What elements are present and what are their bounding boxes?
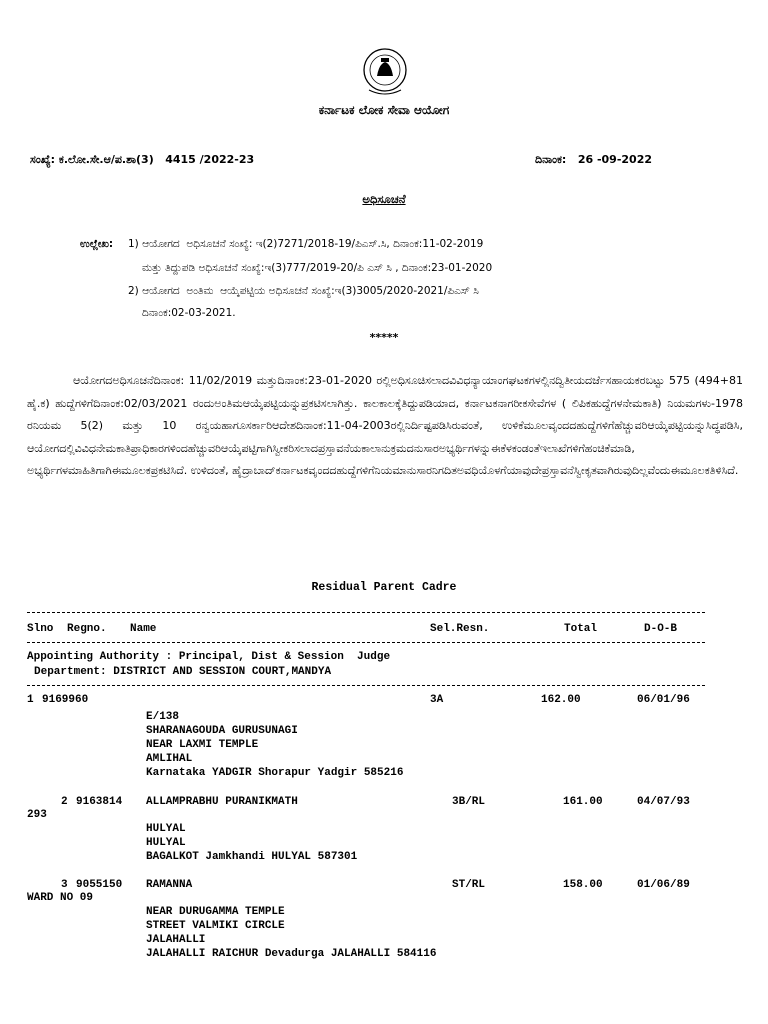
listing-title: Residual Parent Cadre xyxy=(311,581,457,594)
candidate-address-line: E/138 xyxy=(146,711,180,723)
notification-date: ದಿನಾಂಕ: 26 -09-2022 xyxy=(535,153,653,166)
divider xyxy=(27,642,705,643)
reference-number: ಸಂಖ್ಯೆ: ಕ.ಲೋ.ಸೇ.ಆ/ಪ.ಶಾ(3) 4415 /2022-23 xyxy=(30,153,255,166)
candidate-regno: 9169960 xyxy=(42,694,89,706)
candidate-address-line: JALAHALLI xyxy=(146,934,206,946)
column-header-sel-resn: Sel.Resn. xyxy=(430,623,490,635)
appointing-authority: Appointing Authority : Principal, Dist & Session Judge xyxy=(27,651,391,663)
department: Department: DISTRICT AND SESSION COURT,MANDYA xyxy=(34,666,332,678)
candidate-total: 158.00 xyxy=(563,879,603,891)
candidate-address-overflow: 293 xyxy=(27,809,47,821)
candidate-address-line: NEAR DURUGAMMA TEMPLE xyxy=(146,906,285,918)
candidate-total: 161.00 xyxy=(563,796,603,808)
candidate-address-line: JALAHALLI RAICHUR Devadurga JALAHALLI 584116 xyxy=(146,948,437,960)
candidate-address-line: BAGALKOT Jamkhandi HULYAL 587301 xyxy=(146,851,358,863)
candidate-address-line: HULYAL xyxy=(146,837,186,849)
candidate-dob: 04/07/93 xyxy=(637,796,690,808)
reference-line-3: 2) ಆಯೋಗದ ಅಂತಿಮ ಆಯ್ಕೆಪಟ್ಟಿಯ ಅಧಿಸೂಚನೆ ಸಂಖ್ಯೆ:ಇ(3)3005/2020-2021/ಪಿಎಸ್ ಸಿ xyxy=(128,285,479,297)
candidate-address-line: HULYAL xyxy=(146,823,186,835)
reference-line-2: ಮತ್ತು ತಿದ್ದುಪಡಿ ಅಧಿಸೂಚನೆ ಸಂಖ್ಯೆ:ಇ(3)777/2019-20/ಪಿ ಎಸ್ ಸಿ , ದಿನಾಂಕ:23-01-2020 xyxy=(142,262,493,274)
reference-line-1: 1) ಆಯೋಗದ ಅಧಿಸೂಚನೆ ಸಂಖ್ಯೆ: ಇ(2)7271/2018-19/ಪಿಎಸ್.ಸಿ, ದಿನಾಂಕ:11-02-2019 xyxy=(128,238,484,250)
column-header-total: Total xyxy=(564,623,598,635)
notification-heading: ಅಧಿಸೂಚನೆ xyxy=(362,192,406,206)
column-header-name: Name xyxy=(130,623,157,635)
column-header-dob: D-O-B xyxy=(644,623,678,635)
candidate-address-line: Karnataka YADGIR Shorapur Yadgir 585216 xyxy=(146,767,404,779)
reference-line-4: ದಿನಾಂಕ:02-03-2021. xyxy=(142,307,236,319)
candidate-address-line: STREET VALMIKI CIRCLE xyxy=(146,920,285,932)
candidate-name: ALLAMPRABHU PURANIKMATH xyxy=(146,796,298,808)
candidate-dob: 01/06/89 xyxy=(637,879,690,891)
candidate-dob: 06/01/96 xyxy=(637,694,690,706)
column-header-regno: Regno. xyxy=(67,623,107,635)
candidate-slno: 2 xyxy=(61,796,68,808)
notification-body: ಆಯೋಗದಅಧಿಸೂಚನೆದಿನಾಂಕ: 11/02/2019 ಮತ್ತುದಿನಾಂಕ:23-01-2020 ರಲ್ಲಿಅಧಿಸೂಚಿಸಲಾದವಿವಿಧನ್ಯಾಯಾಂಗಘಟಕಗಳಲ್ಲಿನದ್ವಿತೀಯದರ್ಜೆಸಹಾಯಕರಬಟ್ಟು 575 (494+81 ಹೈ.ಕ) ಹುದ್ದೆಗಳಿಗೆದಿನಾಂಕ:02/03/2021 ರಂದುಅಂತಿಮಆಯ್ಕೆಪಟ್ಟಿಯನ್ನುಪ್ರಕಟಿಸಲಾಗಿತ್ತು. ಕಾಲಕಾಲಕ್ಕೆತಿದ್ದುಪಡಿಯಾದ, ಕರ್ನಾಟಕನಾಗರೀಕಸೇವೆಗಳ ( ಲಿಪಿಕಹುದ್ದೆಗಳನೇಮಕಾತಿ) ನಿಯಮಗಳು-1978 ರನಿಯಮ 5(2) ಮತ್ತು 10 ರನ್ವಯಹಾಗೂಸರ್ಕಾರಿಆದೇಶದಿನಾಂಕ:11-04-2003ರಲ್ಲಿನಿರ್ದಿಷ್ಟಪಡಿಸಿರುವಂತೆ, ಉಳಿಕೆಮೂಲವೃಂದದಹುದ್ದೆಗಳಿಗೆಹೆಚ್ಚುವರಿಆಯ್ಕೆಪಟ್ಟಿಯನ್ನುಸಿದ್ಧಪಡಿಸಿ, ಆಯೋಗದಲ್ಲಿವಿವಿಧನೇಮಕಾತಿಪ್ರಾಧಿಕಾರಗಳಿಂದಹೆಚ್ಚುವರಿಆಯ್ಕೆಪಟ್ಟಿಗಾಗಿಸ್ವೀಕರಿಸಲಾದಪ್ರಸ್ತಾವನೆಯಕಾಲಾನುಕ್ರಮದನುಸಾರಅಭ್ಯರ್ಥಿಗಳನ್ನುಈಕೆಳಕಂಡಂತೆಇಲಾಖೆಗಳಿಗೆಹಂಚಿಕೆಮಾಡಿ, ಅಭ್ಯರ್ಥಿಗಳಮಾಹಿತಿಗಾಗಿಈಮೂಲಕಪ್ರಕಟಿಸಿದೆ. ಉಳಿದಂತೆ, ಹೈದ್ರಾಬಾದ್‌ಕರ್ನಾಟಕವೃಂದದಹುದ್ದೆಗಳಿಗೆನಿಯಮಾನುಸಾರನಿಗದಿತಅವಧಿಯೊಳಗೆಯಾವುದೇಪ್ರಸ್ತಾವನೆಸ್ವೀಕೃತವಾಗಿರುವುದಿಲ್ಲವೆಂದುಈಮೂಲಕತಿಳಿಸಿದೆ. xyxy=(27,374,743,477)
candidate-address-line: AMLIHAL xyxy=(146,753,193,765)
divider xyxy=(27,612,705,613)
candidate-resn: 3B/RL xyxy=(452,796,486,808)
candidate-address-overflow: WARD NO 09 xyxy=(27,892,94,904)
karnataka-emblem-seal-icon xyxy=(355,46,415,98)
candidate-name: RAMANNA xyxy=(146,879,193,891)
candidate-address-line: SHARANAGOUDA GURUSUNAGI xyxy=(146,725,298,737)
candidate-slno: 1 xyxy=(27,694,34,706)
candidate-total: 162.00 xyxy=(541,694,581,706)
candidate-slno: 3 xyxy=(61,879,68,891)
organisation-title: ಕರ್ನಾಟಕ ಲೋಕ ಸೇವಾ ಆಯೋಗ xyxy=(318,103,450,117)
candidate-regno: 9163814 xyxy=(76,796,123,808)
candidate-resn: ST/RL xyxy=(452,879,486,891)
separator-stars: ***** xyxy=(369,331,399,344)
column-header-slno: Slno xyxy=(27,623,54,635)
candidate-regno: 9055150 xyxy=(76,879,123,891)
references-label: ಉಲ್ಲೇಖ: xyxy=(80,238,114,250)
candidate-resn: 3A xyxy=(430,694,444,706)
divider xyxy=(27,685,705,686)
candidate-address-line: NEAR LAXMI TEMPLE xyxy=(146,739,259,751)
